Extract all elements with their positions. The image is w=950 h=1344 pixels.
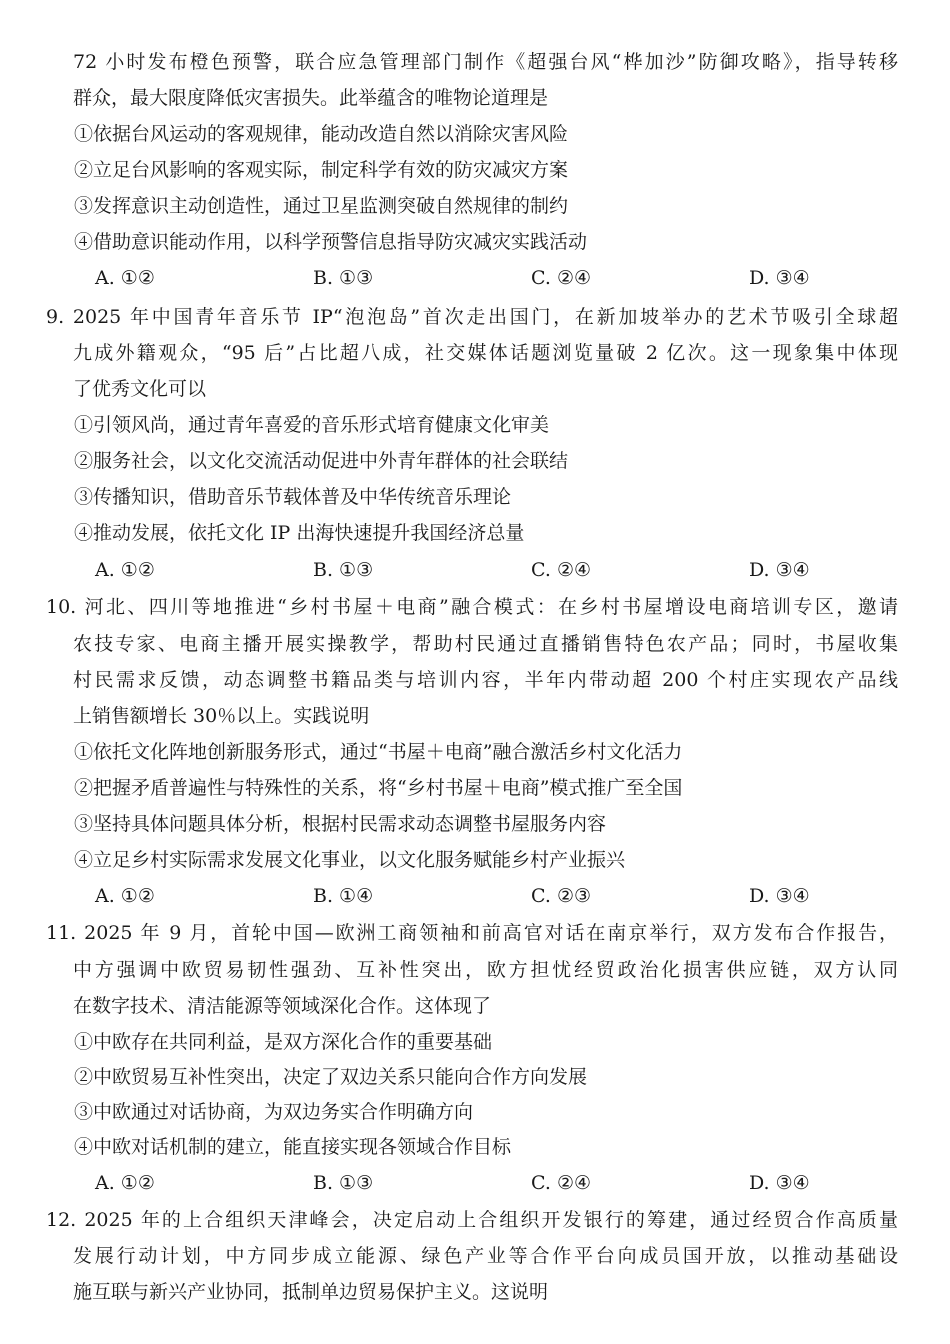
question-12-stem-line-3: 施互联与新兴产业协同，抵制单边贸易保护主义。这说明: [73, 1281, 549, 1303]
question-10-choice-3: ③坚持具体问题具体分析，根据村民需求动态调整书屋服务内容: [74, 813, 607, 835]
question-8-options: [0, 263, 950, 293]
option-b: B. ①③: [313, 267, 374, 289]
question-8-choice-2: ②立足台风影响的客观实际，制定科学有效的防灾减灾方案: [74, 159, 569, 181]
question-11-choice-3: ③中欧通过对话协商，为双边务实合作明确方向: [74, 1101, 474, 1123]
question-8-choice-4: ④借助意识能动作用，以科学预警信息指导防灾减灾实践活动: [74, 231, 588, 253]
question-8-choice-3: ③发挥意识主动创造性，通过卫星监测突破自然规律的制约: [74, 195, 569, 217]
question-11-stem-line-3: 在数字技术、清洁能源等领域深化合作。这体现了: [73, 995, 492, 1017]
question-10-choice-1: ①依托文化阵地创新服务形式，通过“书屋＋电商”融合激活乡村文化活力: [74, 741, 683, 763]
option-c: C. ②④: [531, 267, 592, 289]
option-a: A. ①②: [95, 1172, 155, 1194]
question-10-stem-line-4: 上销售额增长 30％以上。实践说明: [73, 705, 370, 727]
question-8-stem-line-1: 72 小时发布橙色预警，联合应急管理部门制作《超强台风“桦加沙”防御攻略》，指导转移: [73, 51, 898, 73]
option-a: A. ①②: [95, 267, 155, 289]
option-b: B. ①④: [313, 885, 374, 907]
question-11-choice-1: ①中欧存在共同利益，是双方深化合作的重要基础: [74, 1031, 493, 1053]
question-10-stem-line-3: 村民需求反馈，动态调整书籍品类与培训内容，半年内带动超 200 个村庄实现农产品线: [73, 669, 898, 691]
question-8-stem-line-2: 群众，最大限度降低灾害损失。此举蕴含的唯物论道理是: [73, 87, 549, 109]
question-9-choice-4: ④推动发展，依托文化 IP 出海快速提升我国经济总量: [74, 522, 525, 544]
option-d: D. ③④: [749, 1172, 810, 1194]
option-a: A. ①②: [95, 559, 155, 581]
question-9-stem-line-2: 九成外籍观众，“95 后”占比超八成，社交媒体话题浏览量破 2 亿次。这一现象集中体现: [73, 342, 898, 364]
question-10-choice-4: ④立足乡村实际需求发展文化事业，以文化服务赋能乡村产业振兴: [74, 849, 626, 871]
question-12-stem-line-2: 发展行动计划，中方同步成立能源、绿色产业等合作平台向成员国开放，以推动基础设: [73, 1245, 898, 1267]
option-d: D. ③④: [749, 885, 810, 907]
question-9-stem-line-1: 9. 2025 年中国青年音乐节 IP“泡泡岛”首次走出国门，在新加坡举办的艺术节吸引全球超: [46, 306, 898, 328]
question-10-stem-line-1: 10. 河北、四川等地推进“乡村书屋＋电商”融合模式：在乡村书屋增设电商培训专区，邀请: [46, 596, 898, 618]
question-10-choice-2: ②把握矛盾普遍性与特殊性的关系，将“乡村书屋＋电商”模式推广至全国: [74, 777, 683, 799]
option-c: C. ②④: [531, 559, 592, 581]
option-b: B. ①③: [313, 559, 374, 581]
option-d: D. ③④: [749, 559, 810, 581]
question-9-options: [0, 555, 950, 585]
question-9-choice-1: ①引领风尚，通过青年喜爱的音乐形式培育健康文化审美: [74, 414, 550, 436]
question-9-choice-2: ②服务社会，以文化交流活动促进中外青年群体的社会联结: [74, 450, 569, 472]
question-11-stem-line-2: 中方强调中欧贸易韧性强劲、互补性突出，欧方担忧经贸政治化损害供应链，双方认同: [73, 959, 898, 981]
question-9-stem-line-3: 了优秀文化可以: [73, 378, 207, 400]
question-11-stem-line-1: 11. 2025 年 9 月，首轮中国—欧洲工商领袖和前高官对话在南京举行，双方发布合作报告，: [46, 922, 898, 944]
question-9-choice-3: ③传播知识，借助音乐节载体普及中华传统音乐理论: [74, 486, 512, 508]
question-10-options: [0, 881, 950, 911]
option-b: B. ①③: [313, 1172, 374, 1194]
option-a: A. ①②: [95, 885, 155, 907]
question-11-choice-2: ②中欧贸易互补性突出，决定了双边关系只能向合作方向发展: [74, 1066, 588, 1088]
question-11-choice-4: ④中欧对话机制的建立，能直接实现各领域合作目标: [74, 1136, 512, 1158]
question-8-choice-1: ①依据台风运动的客观规律，能动改造自然以消除灾害风险: [74, 123, 569, 145]
question-12-stem-line-1: 12. 2025 年的上合组织天津峰会，决定启动上合组织开发银行的筹建，通过经贸合作高质量: [46, 1209, 898, 1231]
option-d: D. ③④: [749, 267, 810, 289]
option-c: C. ②④: [531, 1172, 592, 1194]
question-10-stem-line-2: 农技专家、电商主播开展实操教学，帮助村民通过直播销售特色农产品；同时，书屋收集: [73, 633, 898, 655]
question-11-options: [0, 1168, 950, 1198]
option-c: C. ②③: [531, 885, 592, 907]
